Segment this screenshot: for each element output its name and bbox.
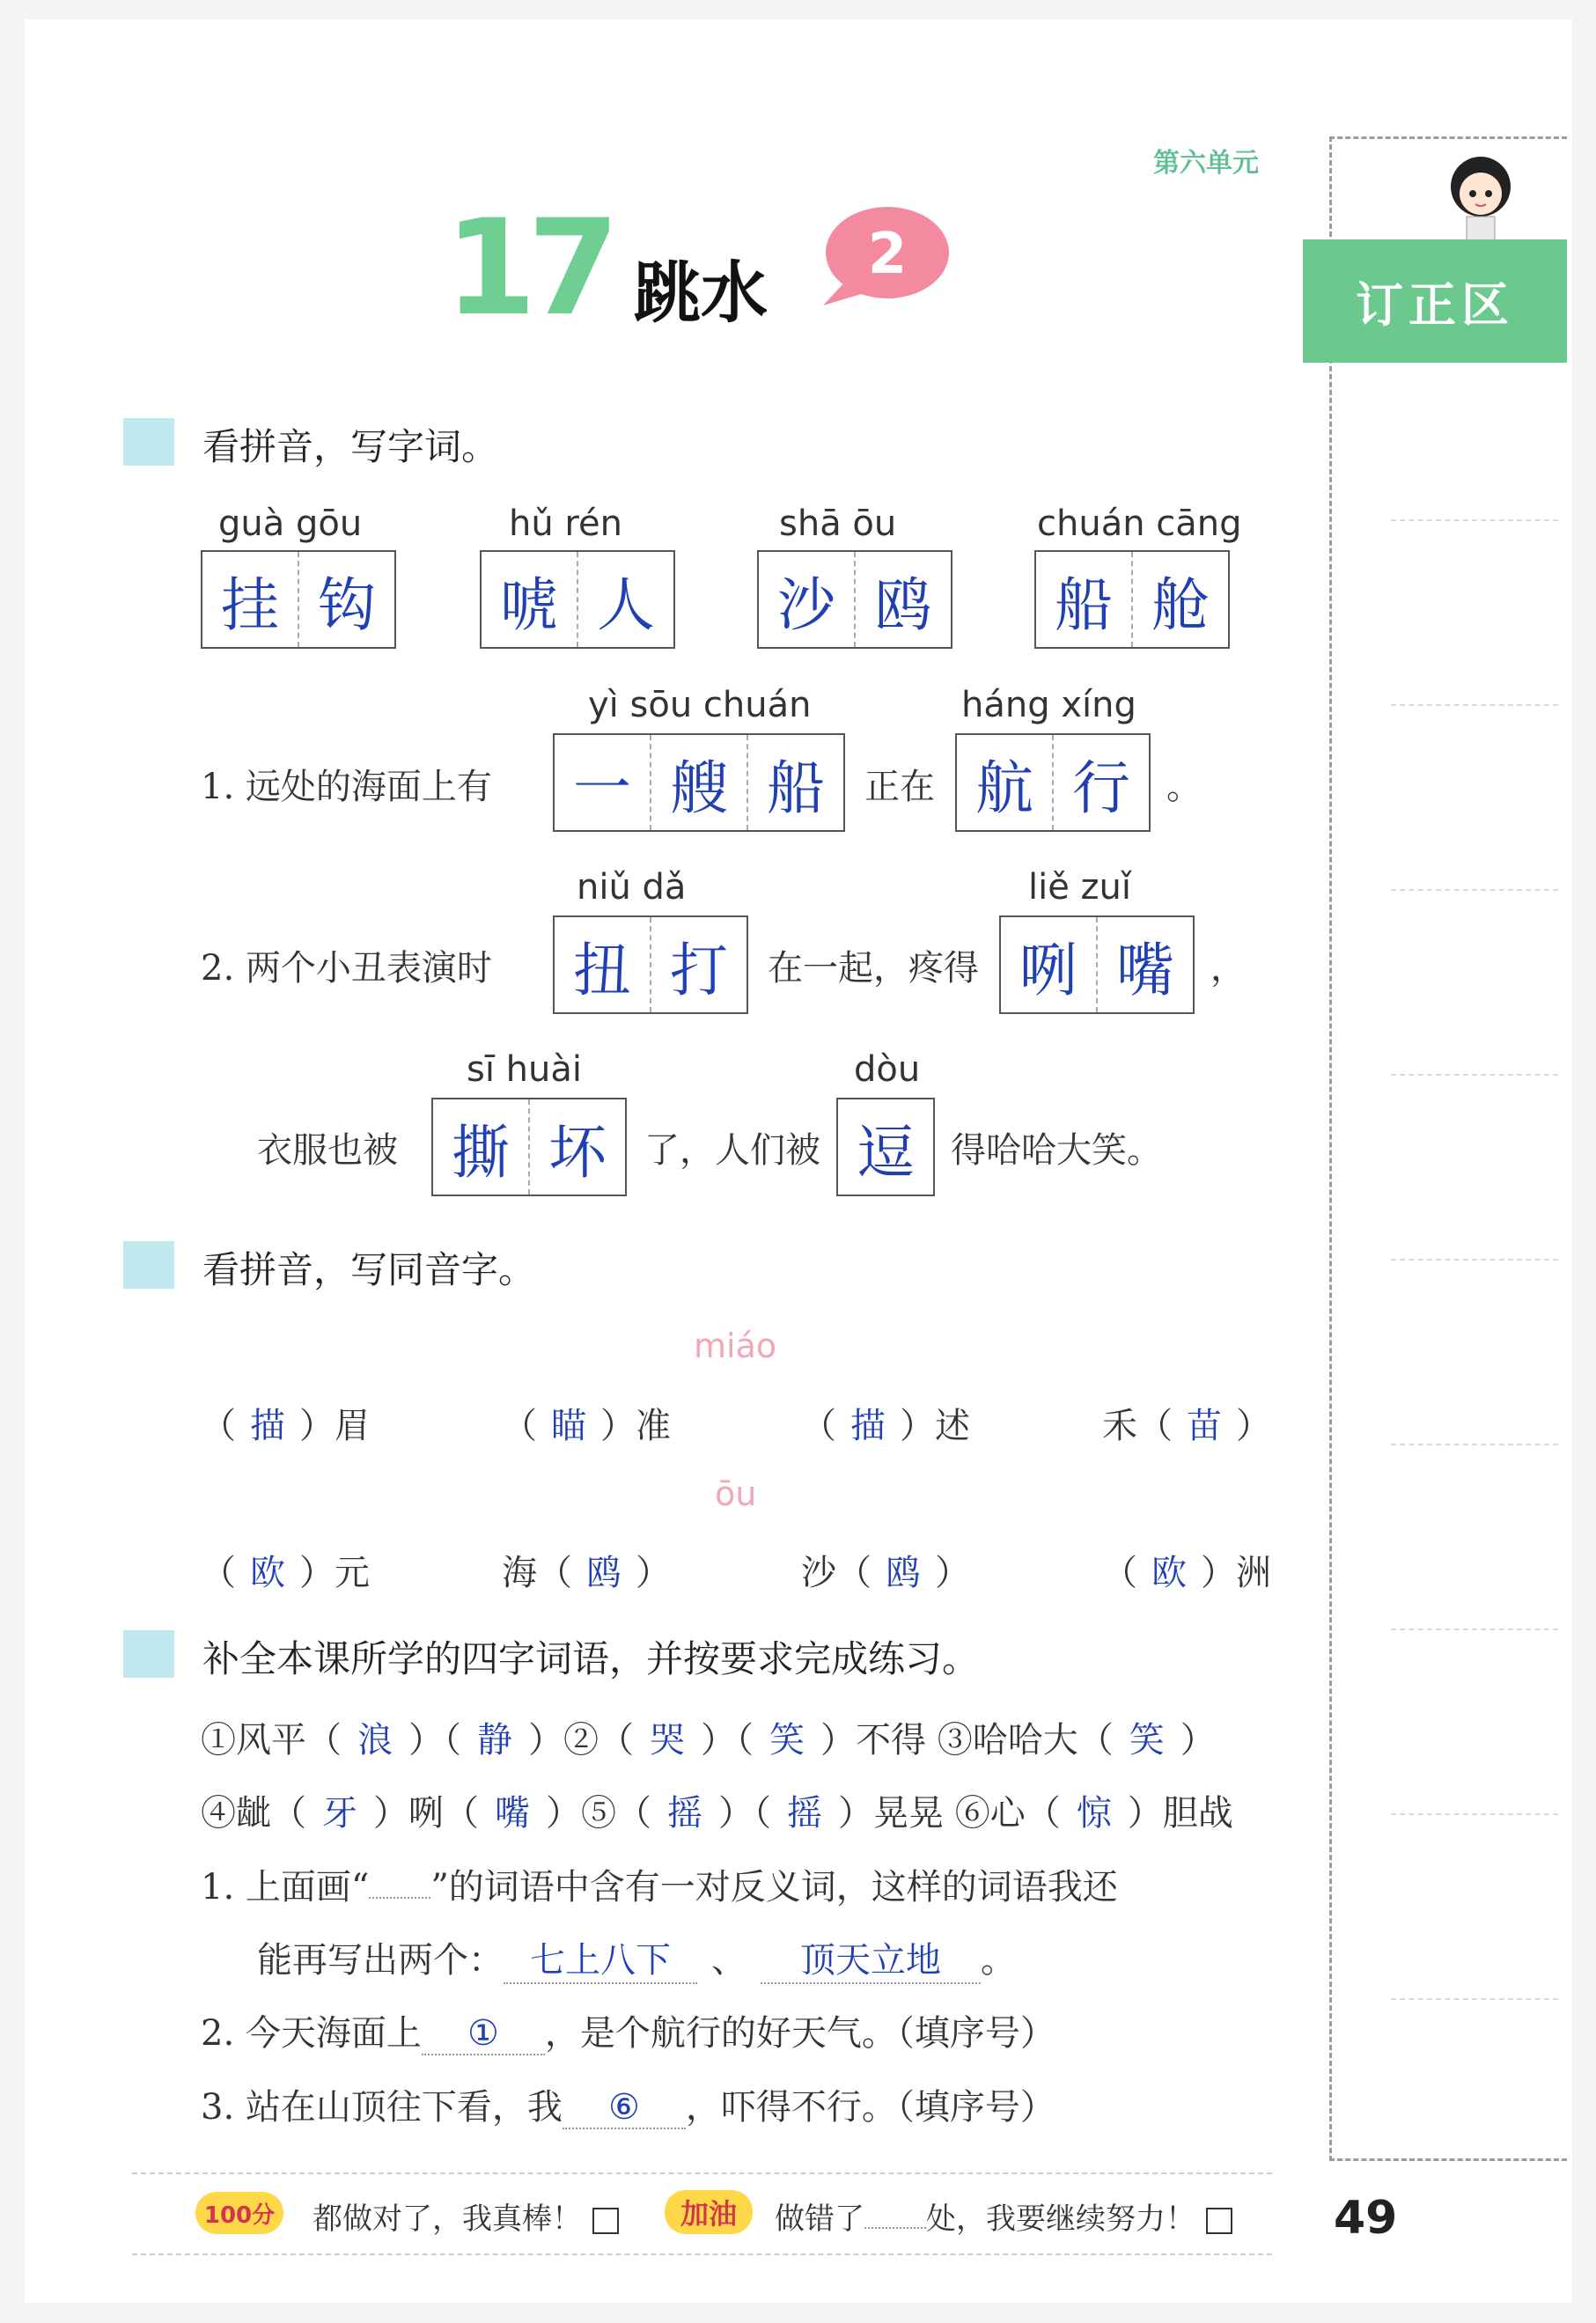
girl-mascot-icon <box>1437 150 1525 246</box>
answer-char: 船 <box>767 754 825 822</box>
sentence-3-mid: 了，人们被 <box>644 1130 820 1171</box>
sentence-3-end: 得哈哈大笑。 <box>951 1130 1162 1171</box>
answer-char: 唬 <box>482 552 578 647</box>
answer-char: 舱 <box>1151 570 1210 639</box>
homophone-item: （ 描 ）眉 <box>201 1406 370 1446</box>
answer-char: 逗 <box>857 1118 915 1187</box>
pinyin: hǔ rén <box>509 504 622 544</box>
sentence-1-end: 。 <box>1166 767 1202 807</box>
checkbox-icon[interactable] <box>1206 2208 1232 2234</box>
sentence-2-end: ， <box>1210 948 1246 989</box>
section-1-badge <box>123 418 174 466</box>
homophone-item: 海（ 鸥 ） <box>502 1553 671 1593</box>
sentence-2-prefix: 2. 两个小丑表演时 <box>201 948 492 989</box>
correction-line <box>1391 1074 1558 1076</box>
homophone-item: （ 瞄 ）准 <box>502 1406 671 1446</box>
self-eval-text-1: 都做对了，我真棒！ <box>313 2194 619 2238</box>
section-3-badge <box>123 1630 174 1678</box>
word-grid <box>836 1098 935 1196</box>
word-grid <box>553 915 748 1014</box>
idiom-row-1: ①风平（ 浪 ）（ 静 ）②（ 哭 ）（ 笑 ）不得 ③哈哈大（ 笑 ） <box>201 1720 1216 1761</box>
pinyin: guà gōu <box>218 504 363 544</box>
cheer-badge: 加油 <box>665 2190 753 2234</box>
word-grid <box>201 550 396 649</box>
answer-char: 人 <box>597 570 655 639</box>
word-grid <box>553 733 845 832</box>
answer-char: 嘴 <box>1116 936 1174 1004</box>
lesson-title: 跳水 <box>634 254 768 332</box>
lesson-number: 17 <box>445 192 611 345</box>
correction-border-top <box>1329 136 1567 139</box>
answer-char: 航 <box>957 735 1054 830</box>
pinyin: háng xíng <box>961 685 1136 725</box>
sentence-1-prefix: 1. 远处的海面上有 <box>201 767 492 807</box>
correction-border-bottom <box>1329 2158 1567 2161</box>
answer-char: 打 <box>670 936 728 1004</box>
pinyin: yì sōu chuán <box>588 685 812 725</box>
homophone-item: （ 欧 ）洲 <box>1102 1553 1271 1593</box>
correction-line <box>1391 889 1558 891</box>
correction-line <box>1391 1628 1558 1630</box>
answer-char: 艘 <box>651 735 748 830</box>
pinyin: liě zuǐ <box>1028 867 1132 908</box>
word-grid <box>431 1098 627 1196</box>
answer-char: 扭 <box>555 917 651 1012</box>
correction-line <box>1391 1259 1558 1261</box>
checkbox-icon[interactable] <box>592 2208 619 2234</box>
word-grid <box>480 550 675 649</box>
answer-char: 沙 <box>759 552 856 647</box>
pinyin: dòu <box>854 1049 921 1090</box>
section-1-title: 看拼音，写字词。 <box>202 425 499 468</box>
self-eval-text-2: 做错了 处，我要继续努力！ <box>775 2194 1232 2238</box>
unit-label: 第六单元 <box>1153 148 1259 179</box>
homophone-item: （ 描 ）述 <box>801 1406 970 1446</box>
question-2: 2. 今天海面上 ① ，是个航行的好天气。（填序号） <box>201 2013 1055 2054</box>
pinyin-hint: miáo <box>694 1327 777 1365</box>
pinyin: sī huài <box>467 1049 582 1090</box>
idiom-row-2: ④龇（ 牙 ）咧（ 嘴 ）⑤（ 摇 ）（ 摇 ）晃晃 ⑥心（ 惊 ）胆战 <box>201 1793 1233 1834</box>
bubble-number: 2 <box>867 222 908 287</box>
question-3: 3. 站在山顶往下看，我 ⑥ ，吓得不行。（填序号） <box>201 2087 1055 2128</box>
answer-char: 钩 <box>318 570 376 639</box>
pinyin: shā ōu <box>779 504 897 544</box>
correction-line <box>1391 1998 1558 2000</box>
correction-border <box>1329 136 1333 2161</box>
answer-char: 撕 <box>433 1099 530 1195</box>
score-badge: 100分 <box>195 2192 283 2234</box>
section-2-badge <box>123 1241 174 1289</box>
pinyin-hint: ōu <box>715 1474 757 1513</box>
correction-line <box>1391 704 1558 706</box>
sentence-1-mid: 正在 <box>864 767 935 807</box>
page-number: 49 <box>1334 2192 1398 2245</box>
answer-char: 坏 <box>548 1118 607 1187</box>
homophone-item: （ 欧 ）元 <box>201 1553 370 1593</box>
question-1-line-1: 1. 上面画“ ”的词语中含有一对反义词，这样的词语我还 <box>201 1867 1118 1908</box>
correction-line <box>1391 519 1558 521</box>
word-grid <box>955 733 1151 832</box>
answer-char: 一 <box>555 735 651 830</box>
answer-char: 鸥 <box>874 570 932 639</box>
homophone-item: 沙（ 鸥 ） <box>801 1553 970 1593</box>
word-grid <box>999 915 1195 1014</box>
word-grid <box>757 550 952 649</box>
word-grid <box>1034 550 1230 649</box>
correction-line <box>1391 1813 1558 1815</box>
correction-line <box>1391 1444 1558 1445</box>
pinyin: chuán cāng <box>1037 504 1242 544</box>
answer-char: 咧 <box>1001 917 1098 1012</box>
sentence-2-mid: 在一起，疼得 <box>768 948 979 989</box>
sentence-3-prefix: 衣服也被 <box>257 1130 398 1171</box>
answer-char: 船 <box>1036 552 1133 647</box>
answer-char: 挂 <box>202 552 299 647</box>
pinyin: niǔ dǎ <box>577 867 687 908</box>
answer-char: 行 <box>1072 754 1130 822</box>
correction-area-label: 订正区 <box>1303 239 1567 363</box>
homophone-item: 禾（ 苗 ） <box>1102 1406 1271 1446</box>
section-2-title: 看拼音，写同音字。 <box>202 1248 536 1291</box>
speech-bubble-icon <box>819 204 951 308</box>
question-1-line-2: 能再写出两个： 七上八下 、 顶天立地 。 <box>257 1932 1016 1984</box>
section-3-title: 补全本课所学的四字词语，并按要求完成练习。 <box>202 1637 980 1680</box>
